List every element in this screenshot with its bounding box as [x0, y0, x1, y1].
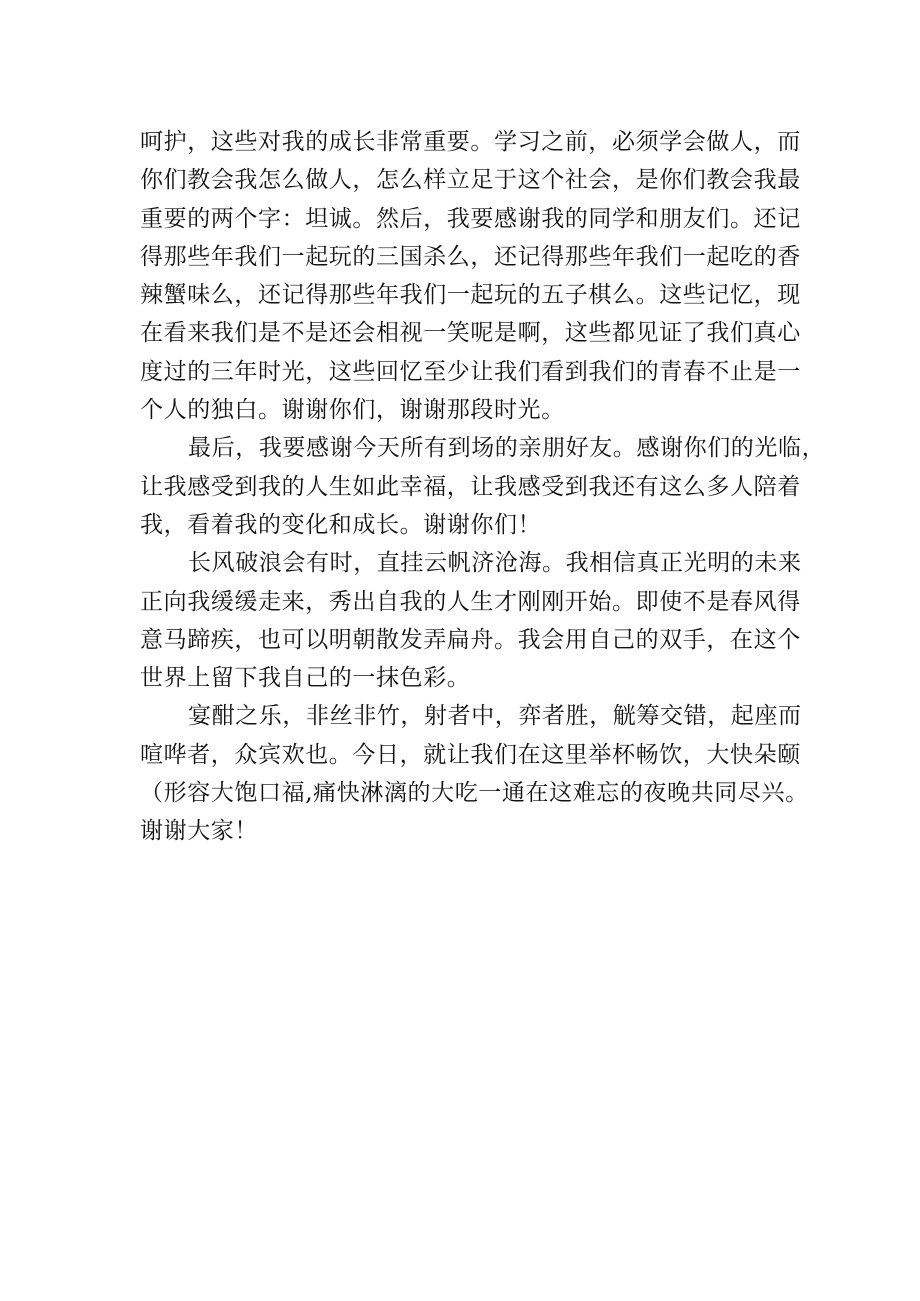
paragraph-line: 意马蹄疾，也可以明朝散发弄扁舟。我会用自己的双手，在这个 — [140, 626, 801, 653]
paragraph-2 — [140, 429, 826, 544]
paragraph-line: 世界上留下我自己的一抹色彩。 — [140, 665, 471, 692]
paragraph-4 — [140, 697, 809, 850]
paragraph-line: 我，看着我的变化和成长。谢谢你们！ — [140, 511, 542, 538]
paragraph-line: 辣蟹味么，还记得那些年我们一起玩的五子棋么。这些记忆，现 — [140, 282, 801, 309]
paragraph-line: 度过的三年时光，这些回忆至少让我们看到我们的青春不止是一 — [140, 358, 801, 385]
paragraph-line: 最后，我要感谢今天所有到场的亲朋好友。感谢你们的光临， — [188, 435, 826, 462]
paragraph-line: 正向我缓缓走来，秀出自我的人生才刚刚开始。即使不是春风得 — [140, 588, 801, 615]
paragraph-line: 你们教会我怎么做人，怎么样立足于这个社会，是你们教会我最 — [140, 167, 801, 194]
paragraph-3 — [140, 544, 802, 697]
paragraph-line: 得那些年我们一起玩的三国杀么，还记得那些年我们一起吃的香 — [140, 243, 801, 270]
paragraph-line: （形容大饱口福,痛快淋漓的大吃一通在这难忘的夜晚共同尽兴。 — [140, 780, 809, 807]
paragraph-line: 呵护，这些对我的成长非常重要。学习之前，必须学会做人，而 — [140, 129, 801, 155]
paragraph-line: 让我感受到我的人生如此幸福，让我感受到我还有这么多人陪着 — [140, 473, 801, 500]
document-body — [140, 123, 826, 851]
paragraph-line: 在看来我们是不是还会相视一笑呢是啊，这些都见证了我们真心 — [140, 320, 801, 347]
paragraph-line: 长风破浪会有时，直挂云帆济沧海。我相信真正光明的未来 — [188, 550, 802, 577]
paragraph-line: 个人的独白。谢谢你们，谢谢那段时光。 — [140, 397, 565, 424]
paragraph-1 — [140, 123, 801, 429]
paragraph-line: 谢谢大家！ — [140, 818, 258, 845]
paragraph-line: 喧哗者，众宾欢也。今日，就让我们在这里举杯畅饮，大快朵颐 — [140, 741, 801, 768]
paragraph-line: 宴酣之乐，非丝非竹，射者中，弈者胜，觥筹交错，起座而 — [188, 703, 802, 730]
paragraph-line: 重要的两个字：坦诚。然后，我要感谢我的同学和朋友们。还记 — [140, 205, 801, 232]
